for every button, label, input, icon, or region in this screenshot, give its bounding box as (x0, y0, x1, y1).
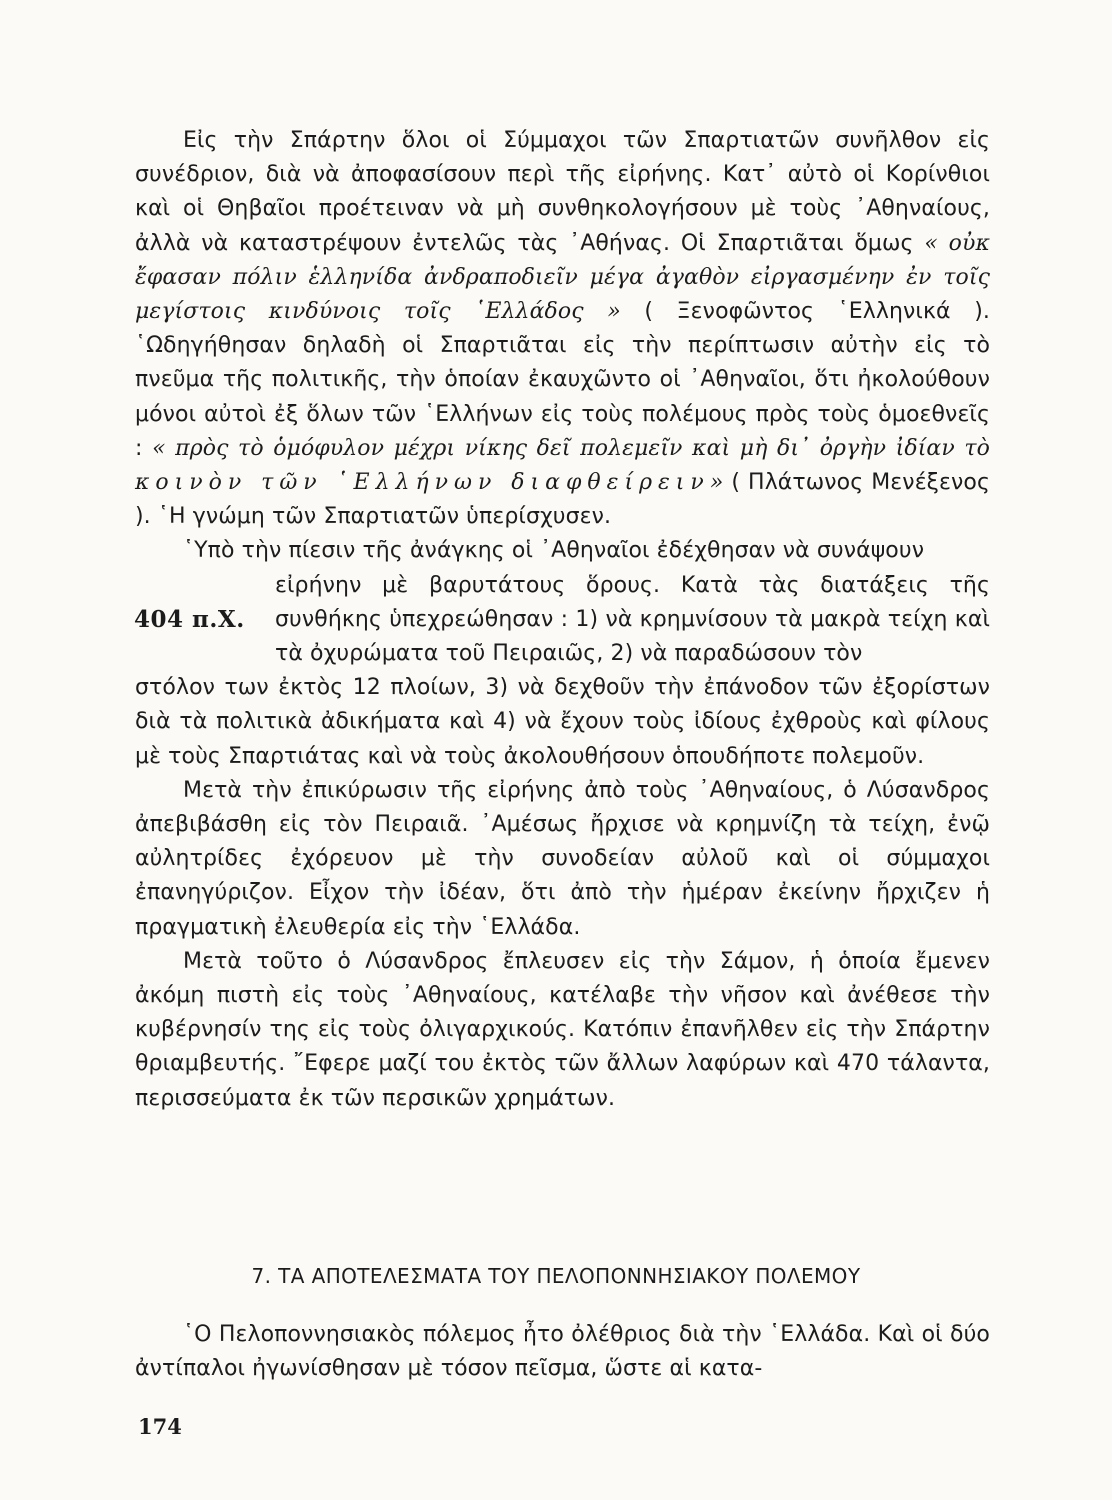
paragraph-1-intro: Εἰς τὴν Σπάρτην ὅλοι οἱ Σύμμαχοι τῶν Σπαρτιατῶν συνῆλθον εἰς συνέδριον, διὰ νὰ ἀποφασίσουν περὶ τῆς εἰρήνης. Κατ᾽ αὐτὸ οἱ Κορίνθιοι καὶ οἱ Θηβαῖοι προέτειναν νὰ μὴ συνθηκολογήσουν μὲ τοὺς ᾽Αθηναίους, ἀλλὰ νὰ καταστρέψουν ἐντελῶς τὰς ᾽Αθήνας. Οἱ Σπαρτιᾶται ὅμως (135, 128, 990, 256)
page-number: 174 (138, 1414, 182, 1439)
paragraph-2-hanging-block (135, 569, 990, 672)
xenophon-source: ( Ξενοφῶντος ῾Ελληνικά ). (644, 299, 991, 325)
paragraph-4: Μετὰ τοῦτο ὁ Λύσανδρος ἔπλευσεν εἰς τὴν Σάμον, ἡ ὁποία ἔμενεν ἀκόμη πιστὴ εἰς τοὺς ᾽Αθηναίους, κατέλαβε τὴν νῆσον καὶ ἀνέθεσε τὴν κυβέρνησίν της εἰς τοὺς ὀλιγαρχικούς. Κατόπιν ἐπανῆλθεν εἰς τὴν Σπάρτην θριαμβευτής. ῎Εφερε μαζί του ἐκτὸς τῶν ἄλλων λαφύρων καὶ 470 τάλαντα, περισσεύματα ἐκ τῶν περσικῶν χρημάτων. (135, 948, 990, 1111)
plato-quote-spaced: κοινὸν τῶν ῾Ελλήνων διαφθείρειν (135, 470, 710, 496)
paragraph-1 (135, 124, 990, 534)
plato-source: ( Πλάτωνος Μενέξενος ). (135, 470, 991, 530)
paragraph-2-rest: στόλον των ἐκτὸς 12 πλοίων, 3) νὰ δεχθοῦν τὴν ἐπάνοδον τῶν ἐξορίστων διὰ τὰ πολιτικὰ ἀδικήματα καὶ 4) νὰ ἔχουν τοὺς ἰδίους ἐχθροὺς καὶ φίλους μὲ τοὺς Σπαρτιάτας καὶ νὰ τοὺς ἀκολουθήσουν ὁπουδήποτε πολεμοῦν. (135, 675, 990, 769)
paragraph-3: Μετὰ τὴν ἐπικύρωσιν τῆς εἰρήνης ἀπὸ τοὺς ᾽Αθηναίους, ὁ Λύσανδρος ἀπεβιβάσθη εἰς τὸν Πειραιᾶ. ᾽Αμέσως ἤρχισε νὰ κρημνίζη τὰ τείχη, ἐνῷ αὐλητρίδες ἐχόρευον μὲ τὴν συνοδείαν αὐλοῦ καὶ οἱ σύμμαχοι ἐπανηγύριζον. Εἶχον τὴν ἰδέαν, ὅτι ἀπὸ τὴν ἡμέραν ἐκείνην ἤρχιζεν ἡ πραγματικὴ ἐλευθερία εἰς τὴν ῾Ελλάδα. (135, 777, 990, 940)
paragraph-2-hang-text: εἰρήνην μὲ βαρυτάτους ὅρους. Κατὰ τὰς διατάξεις τῆς συνθήκης ὑπεχρεώθησαν : 1) νὰ κρημνίσουν τὰ μακρὰ τείχη καὶ τὰ ὀχυρώματα τοῦ Πειραιῶς, 2) νὰ παραδώσουν τὸν (275, 572, 990, 667)
paragraph-1-middle: ῾Ωδηγήθησαν δηλαδὴ οἱ Σπαρτιᾶται εἰς τὴν περίπτωσιν αὐτὴν εἰς τὸ πνεῦμα τῆς πολιτικῆς, τὴν ὁποίαν ἐκαυχῶντο οἱ ᾽Αθηναῖοι, ὅτι ἠκολούθουν μόνοι αὐτοὶ ἐξ ὅλων τῶν ῾Ελλήνων εἰς τοὺς πολέμους πρὸς τοὺς ὁμοεθνεῖς : (135, 333, 990, 461)
main-text (135, 124, 990, 1116)
margin-date-note: 404 π.Χ. (134, 605, 245, 633)
plato-quote-part-1: « πρὸς τὸ ὁμόφυλον μέχρι νίκης δεῖ πολεμεῖν καὶ μὴ δι᾽ ὀργὴν ἰδίαν τὸ (152, 435, 991, 461)
section-heading: 7. ΤΑ ΑΠΟΤΕΛΕΣΜΑΤΑ ΤΟΥ ΠΕΛΟΠΟΝΝΗΣΙΑΚΟΥ ΠΟΛΕΜΟΥ (251, 1264, 861, 1288)
xenophon-quote: « οὐκ ἔφασαν πόλιν ἑλληνίδα ἀνδραποδιεῖν μέγα ἀγαθὸν εἰργασμένην ἐν τοῖς μεγίστοις κινδύνοις τοῖς ῾Ελλάδος » (135, 230, 991, 325)
plato-quote-close: » (709, 470, 724, 496)
final-text (135, 1318, 990, 1386)
paragraph-2-first-line: ῾Υπὸ τὴν πίεσιν τῆς ἀνάγκης οἱ ᾽Αθηναῖοι ἐδέχθησαν νὰ συνάψουν (183, 538, 925, 564)
paragraph-5: ῾Ο Πελοποννησιακὸς πόλεμος ἦτο ὀλέθριος διὰ τὴν ῾Ελλάδα. Καὶ οἱ δύο ἀντίπαλοι ἠγωνίσθησαν μὲ τόσον πεῖσμα, ὥστε αἱ κατα- (135, 1322, 990, 1382)
paragraph-1-end: ῾Η γνώμη τῶν Σπαρτιατῶν ὑπερίσχυσεν. (157, 504, 612, 530)
